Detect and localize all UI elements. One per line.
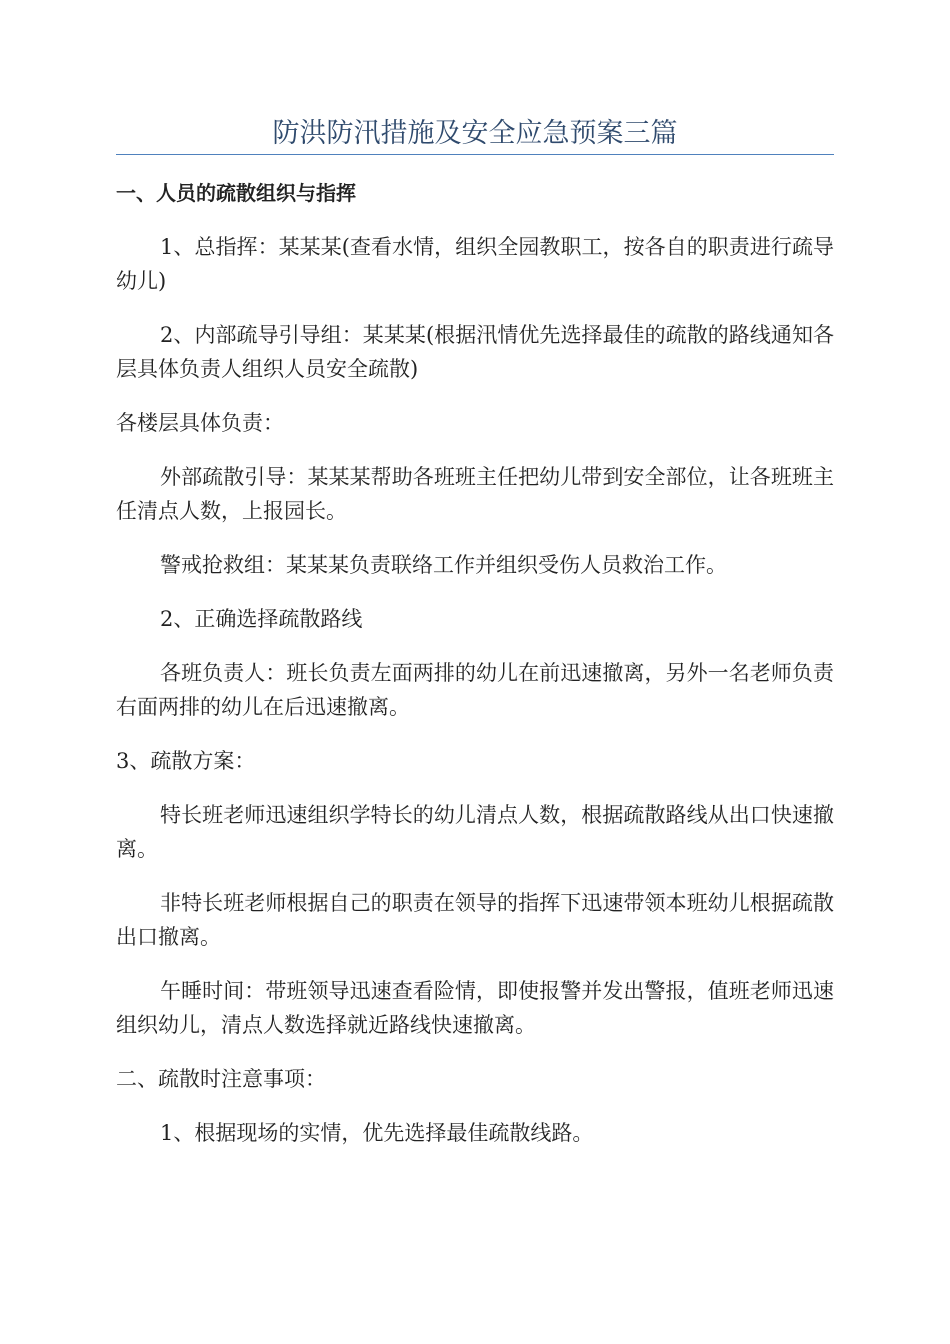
paragraph-best-route: 1、根据现场的实情，优先选择最佳疏散线路。: [160, 1121, 594, 1145]
title-underline: [116, 154, 834, 155]
section-heading-precautions: 二、疏散时注意事项：: [116, 1067, 326, 1091]
paragraph-nap-time: 午睡时间：带班领导迅速查看险情，即使报警并发出警报，值班老师迅速组织幼儿，清点人数选择就近路线快速撤离。: [116, 979, 834, 1037]
paragraph-regular-class: 非特长班老师根据自己的职责在领导的指挥下迅速带领本班幼儿根据疏散出口撤离。: [116, 891, 834, 949]
paragraph-commander: 1、总指挥：某某某(查看水情，组织全园教职工，按各自的职责进行疏导幼儿): [116, 235, 834, 293]
paragraph-evacuation-plan: 3、疏散方案：: [116, 749, 256, 773]
paragraph-external-guide: 外部疏散引导：某某某帮助各班班主任把幼儿带到安全部位，让各班班主任清点人数，上报园长。: [116, 465, 834, 523]
paragraph-class-leaders: 各班负责人：班长负责左面两排的幼儿在前迅速撤离，另外一名老师负责右面两排的幼儿在后迅速撤离。: [116, 661, 834, 719]
section-heading-evacuation-organization: 一、人员的疏散组织与指挥: [116, 181, 356, 205]
paragraph-rescue-group: 警戒抢救组：某某某负责联络工作并组织受伤人员救治工作。: [160, 553, 727, 577]
paragraph-route-selection: 2、正确选择疏散路线: [160, 607, 363, 631]
document-title: 防洪防汛措施及安全应急预案三篇: [272, 118, 678, 149]
paragraph-internal-guide-group: 2、内部疏导引导组：某某某(根据汛情优先选择最佳的疏散的路线通知各层具体负责人组织人员安全疏散): [116, 323, 834, 381]
paragraph-special-class: 特长班老师迅速组织学特长的幼儿清点人数，根据疏散路线从出口快速撤离。: [116, 803, 834, 861]
document-body: [116, 176, 834, 1170]
paragraph-floor-responsible: 各楼层具体负责：: [116, 411, 284, 435]
